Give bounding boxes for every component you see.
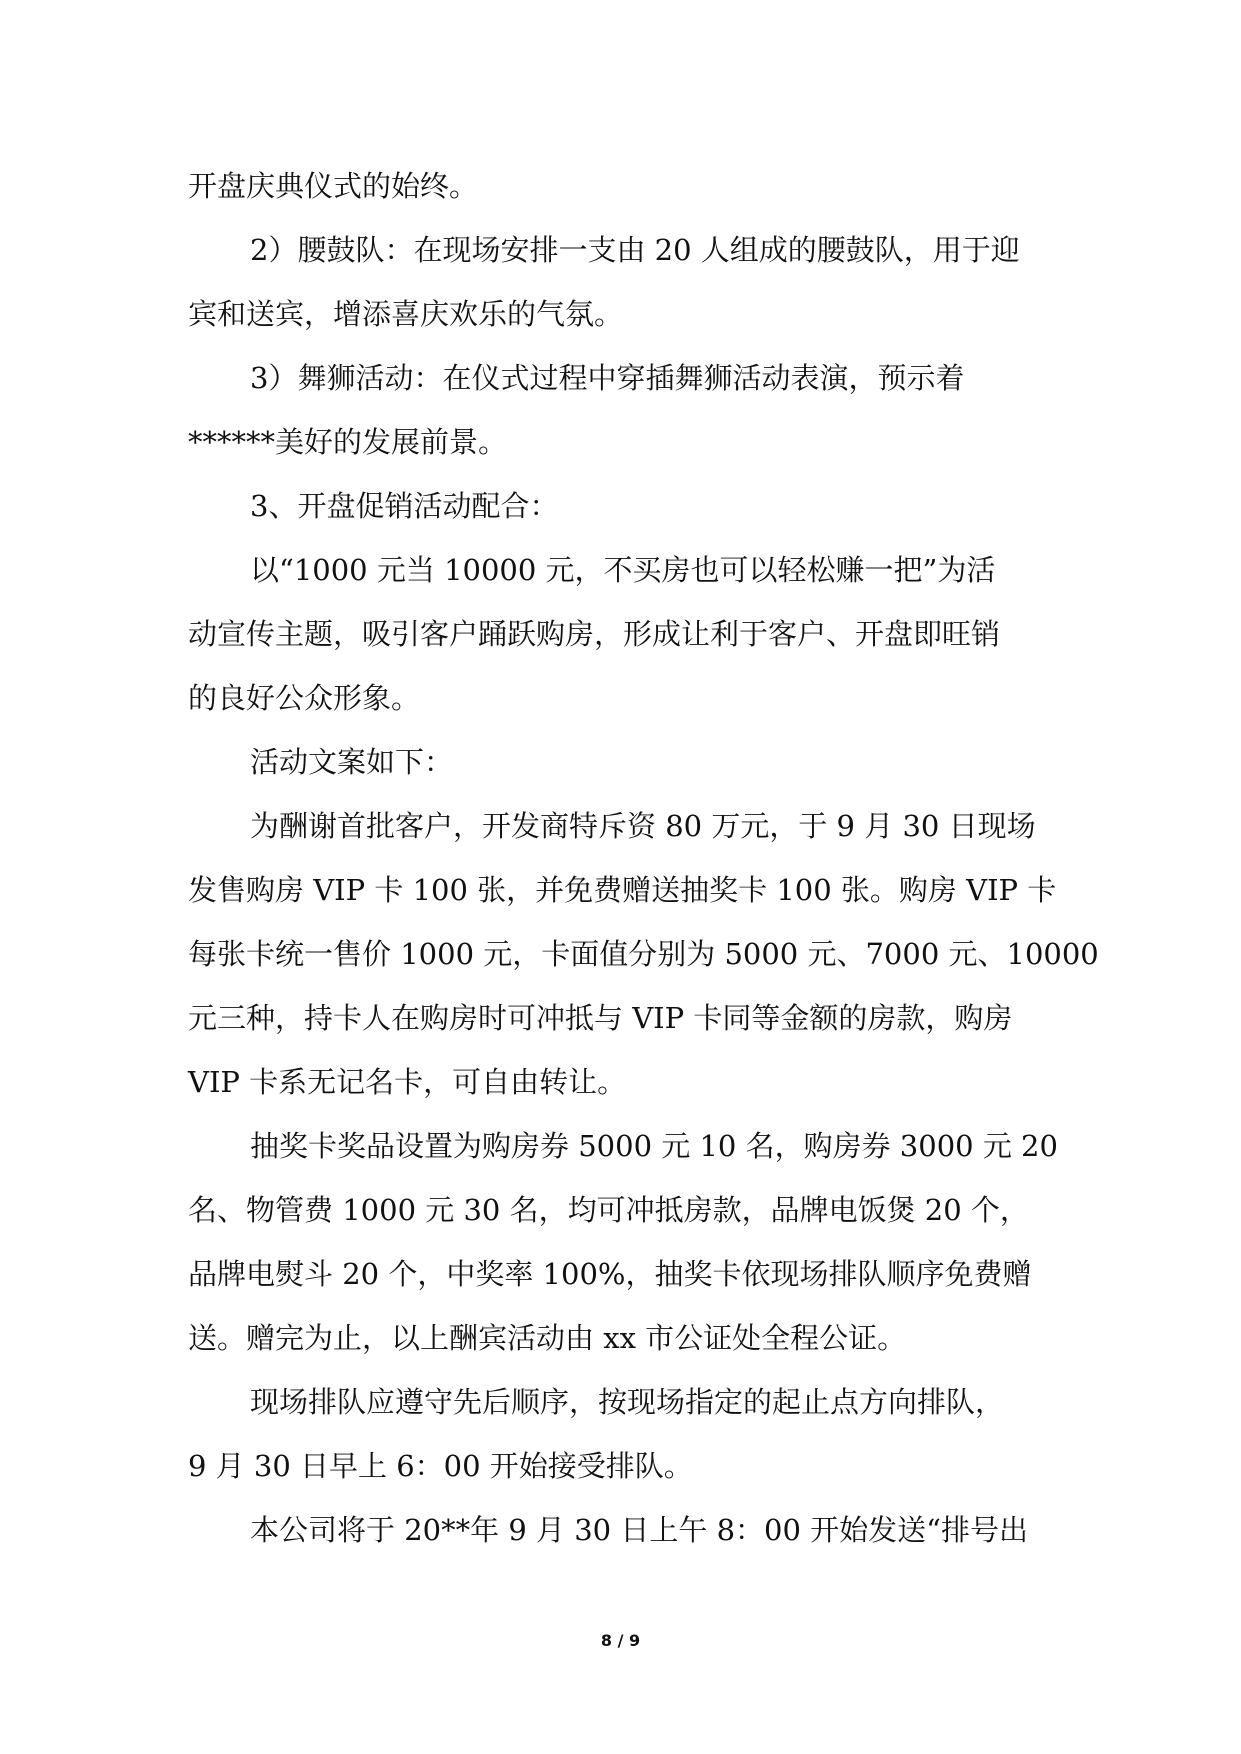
text-line: 送。赠完为止，以上酬宾活动由 xx 市公证处全程公证。 xyxy=(188,1321,907,1355)
text-line: 每张卡统一售价 1000 元，卡面值分别为 5000 元、7000 元、10000 xyxy=(188,937,1099,971)
text-line: 2）腰鼓队：在现场安排一支由 20 人组成的腰鼓队，用于迎 xyxy=(250,233,1020,267)
text-line: 3）舞狮活动：在仪式过程中穿插舞狮活动表演，预示着 xyxy=(250,361,965,395)
text-line: 本公司将于 20**年 9 月 30 日上午 8：00 开始发送“排号出 xyxy=(250,1513,1028,1547)
text-line: 开盘庆典仪式的始终。 xyxy=(188,169,479,203)
text-line: 的良好公众形象。 xyxy=(188,681,421,715)
text-line: 现场排队应遵守先后顺序，按现场指定的起止点方向排队， xyxy=(250,1385,1005,1419)
text-line: 元三种，持卡人在购房时可冲抵与 VIP 卡同等金额的房款，购房 xyxy=(188,1001,1013,1035)
text-line: 宾和送宾，增添喜庆欢乐的气氛。 xyxy=(188,297,624,331)
text-line: 动宣传主题，吸引客户踊跃购房，形成让利于客户、开盘即旺销 xyxy=(188,617,1001,651)
text-line: 品牌电熨斗 20 个，中奖率 100%，抽奖卡依现场排队顺序免费赠 xyxy=(188,1257,1032,1291)
document-body xyxy=(188,154,1099,1562)
text-line: 活动文案如下： xyxy=(250,745,454,779)
text-line: 3、开盘促销活动配合： xyxy=(250,489,559,523)
text-line: 以“1000 元当 10000 元，不买房也可以轻松赚一把”为活 xyxy=(250,553,996,587)
text-line: 9 月 30 日早上 6：00 开始接受排队。 xyxy=(188,1449,693,1483)
text-line: 名、物管费 1000 元 30 名，均可冲抵房款，品牌电饭煲 20 个， xyxy=(188,1193,1029,1227)
text-line: ******美好的发展前景。 xyxy=(188,425,508,459)
text-line: 发售购房 VIP 卡 100 张，并免费赠送抽奖卡 100 张。购房 VIP 卡 xyxy=(188,873,1057,907)
page-number: 8 / 9 xyxy=(600,1631,641,1650)
text-line: VIP 卡系无记名卡，可自由转让。 xyxy=(188,1065,627,1099)
text-line: 为酬谢首批客户，开发商特斥资 80 万元，于 9 月 30 日现场 xyxy=(250,809,1036,843)
text-line: 抽奖卡奖品设置为购房券 5000 元 10 名，购房券 3000 元 20 xyxy=(250,1129,1058,1163)
